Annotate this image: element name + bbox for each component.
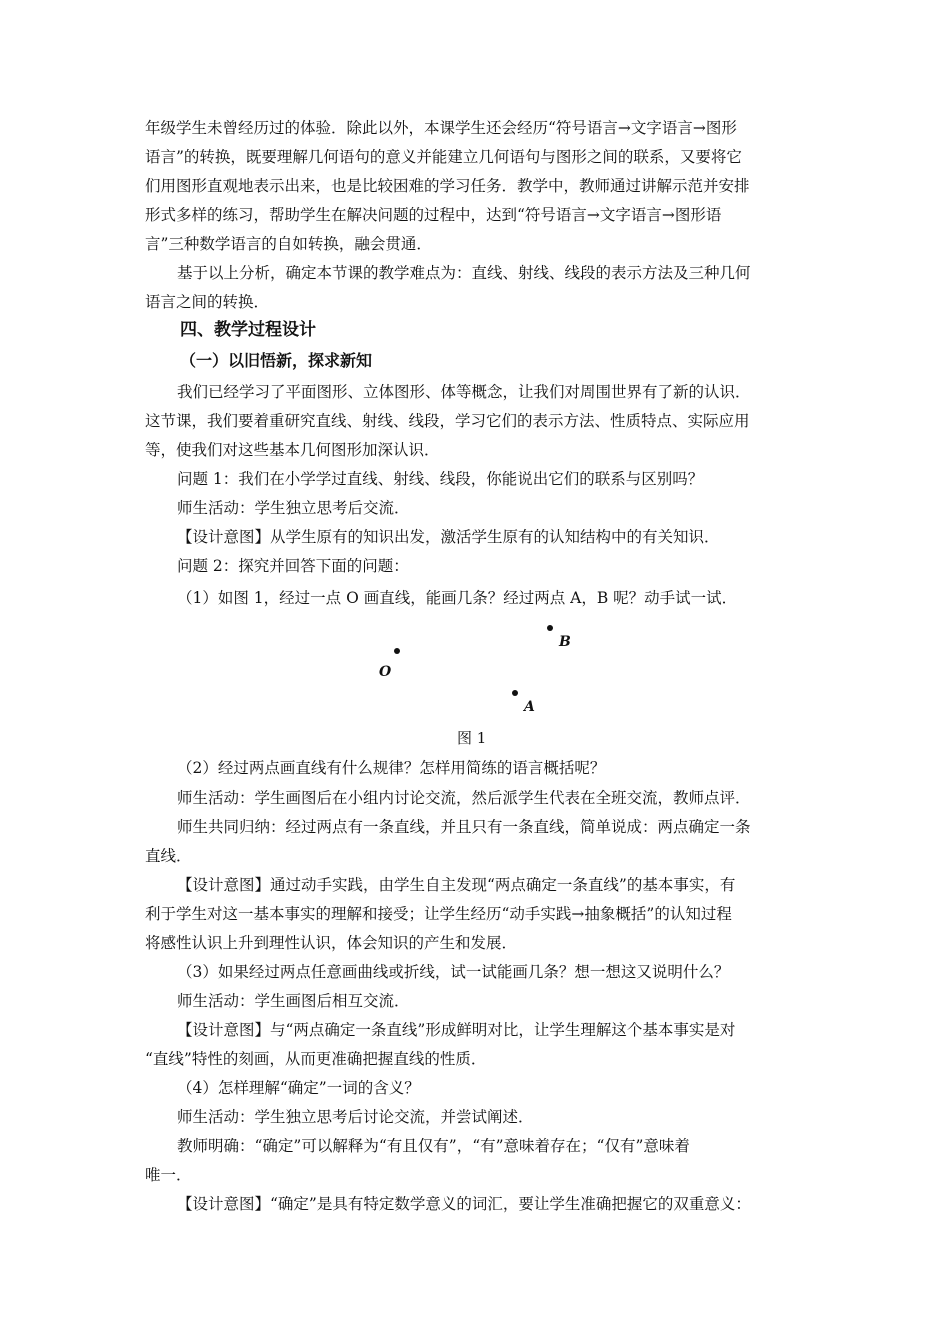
point-a [512, 690, 518, 696]
design-intent: “直线”特性的刻画，从而更准确把握直线的性质． [145, 1050, 487, 1068]
question-1: 问题 1：我们在小学学过直线、射线、线段，你能说出它们的联系与区别吗？ [177, 470, 704, 488]
paragraph-line: 我们已经学习了平面图形、立体图形、体等概念，让我们对周围世界有了新的认识． [177, 383, 751, 401]
activity-line: 师生活动：学生画图后相互交流． [177, 992, 410, 1010]
point-o [394, 648, 400, 654]
paragraph-line: 基于以上分析，确定本节课的教学难点为：直线、射线、线段的表示方法及三种几何 [177, 264, 751, 282]
paragraph-line: 直线． [145, 847, 192, 865]
design-intent: 【设计意图】通过动手实践，由学生自主发现“两点确定一条直线”的基本事实，有 [177, 876, 736, 894]
paragraph-line: 们用图形直观地表示出来，也是比较困难的学习任务．教学中，教师通过讲解示范并安排 [145, 177, 750, 195]
paragraph-line: 师生共同归纳：经过两点有一条直线，并且只有一条直线，简单说成：两点确定一条 [177, 818, 751, 836]
sub-question-2: （2）经过两点画直线有什么规律？怎样用简练的语言概括呢？ [177, 759, 606, 777]
design-intent: 【设计意图】“确定”是具有特定数学意义的词汇，要让学生准确把握它的双重意义： [177, 1195, 751, 1213]
point-o-label: O [379, 664, 392, 680]
design-intent: 利于学生对这一基本事实的理解和接受；让学生经历“动手实践→抽象概括”的认知过程 [145, 905, 732, 923]
paragraph-line: 教师明确：“确定”可以解释为“有且仅有”，“有”意味着存在；“仅有”意味着 [177, 1137, 690, 1155]
activity-line: 师生活动：学生独立思考后讨论交流，并尝试阐述． [177, 1108, 534, 1126]
paragraph-line: 等，使我们对这些基本几何图形加深认识． [145, 441, 440, 459]
section-heading: 四、教学过程设计 [180, 320, 316, 340]
paragraph-line: 唯一． [145, 1166, 192, 1184]
paragraph-line: 年级学生未曾经历过的体验．除此以外，本课学生还会经历“符号语言→文字语言→图形 [145, 119, 737, 137]
figure-caption: 图 1 [457, 729, 487, 747]
sub-question-4: （4）怎样理解“确定”一词的含义？ [177, 1079, 420, 1097]
paragraph-line: 形式多样的练习，帮助学生在解决问题的过程中，达到“符号语言→文字语言→图形语 [145, 206, 722, 224]
question-2: 问题 2：探究并回答下面的问题： [177, 557, 409, 575]
paragraph-line: 语言之间的转换． [145, 293, 270, 311]
design-intent: 【设计意图】从学生原有的知识出发，激活学生原有的认知结构中的有关知识． [177, 528, 720, 546]
sub-question-3: （3）如果经过两点任意画曲线或折线，试一试能画几条？想一想这又说明什么？ [177, 963, 730, 981]
paragraph-line: 语言”的转换，既要理解几何语句的意义并能建立几何语句与图形之间的联系，又要将它 [145, 148, 742, 166]
paragraph-line: 言”三种数学语言的自如转换，融会贯通． [145, 235, 432, 253]
activity-line: 师生活动：学生画图后在小组内讨论交流，然后派学生代表在全班交流，教师点评． [177, 789, 751, 807]
figure-1-points [360, 618, 580, 723]
design-intent: 将感性认识上升到理性认识，体会知识的产生和发展． [145, 934, 518, 952]
point-b-label: B [559, 634, 571, 650]
sub-question-1: （1）如图 1，经过一点 O 画直线，能画几条？经过两点 A，B 呢？动手试一试． [177, 589, 738, 607]
subsection-heading: （一）以旧悟新，探求新知 [180, 351, 373, 370]
activity-line: 师生活动：学生独立思考后交流． [177, 499, 410, 517]
point-b [547, 625, 553, 631]
point-a-label: A [524, 699, 535, 715]
design-intent: 【设计意图】与“两点确定一条直线”形成鲜明对比，让学生理解这个基本事实是对 [177, 1021, 736, 1039]
paragraph-line: 这节课，我们要着重研究直线、射线、线段，学习它们的表示方法、性质特点、实际应用 [145, 412, 750, 430]
